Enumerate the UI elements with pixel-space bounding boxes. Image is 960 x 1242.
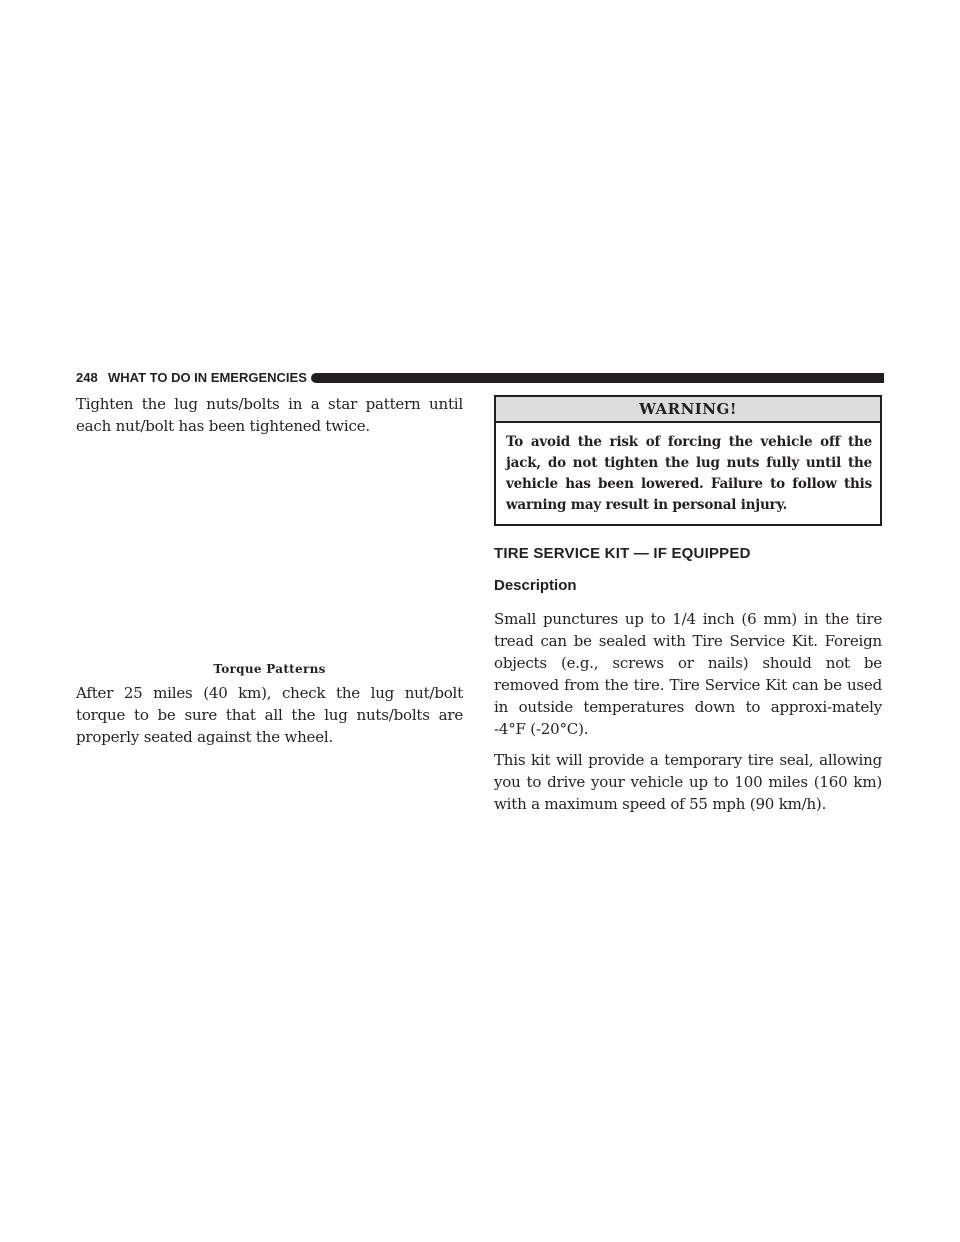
- section-title: WHAT TO DO IN EMERGENCIES: [108, 370, 307, 385]
- warning-title: WARNING!: [496, 397, 880, 423]
- intro-paragraph: Tighten the lug nuts/bolts in a star pattern until each nut/bolt has been tightened twice.: [76, 395, 463, 435]
- after-figure-paragraph: After 25 miles (40 km), check the lug nut/bolt torque to be sure that all the lug nuts/bolts are properly seated against the wheel.: [76, 684, 463, 746]
- figure-caption: Torque Patterns: [213, 662, 326, 676]
- torque-pattern-figure: [76, 445, 463, 653]
- header-rule: [311, 373, 884, 383]
- warning-box: [494, 395, 882, 526]
- description-paragraph-2: This kit will provide a temporary tire seal, allowing you to drive your vehicle up to 100 miles (160 km) with a maximum speed of 55 mph (90 km/h).: [494, 751, 882, 813]
- section-heading: TIRE SERVICE KIT — IF EQUIPPED: [494, 545, 751, 562]
- warning-text: To avoid the risk of forcing the vehicle off the jack, do not tighten the lug nuts fully until the vehicle has been lowered. Failure to follow this warning may result in personal injury.: [506, 434, 872, 513]
- description-heading: Description: [494, 577, 577, 594]
- right-column: [494, 395, 882, 815]
- page-header: [76, 370, 884, 386]
- description-paragraph-1: Small punctures up to 1/4 inch (6 mm) in the tire tread can be sealed with Tire Service Kit. Foreign objects (e.g., screws or nails) should not be removed from the tire. Tire Service Kit can be used in outside temperatures down to approxi-mately -4°F (-20°C).: [494, 610, 882, 738]
- page-number: 248: [76, 370, 98, 385]
